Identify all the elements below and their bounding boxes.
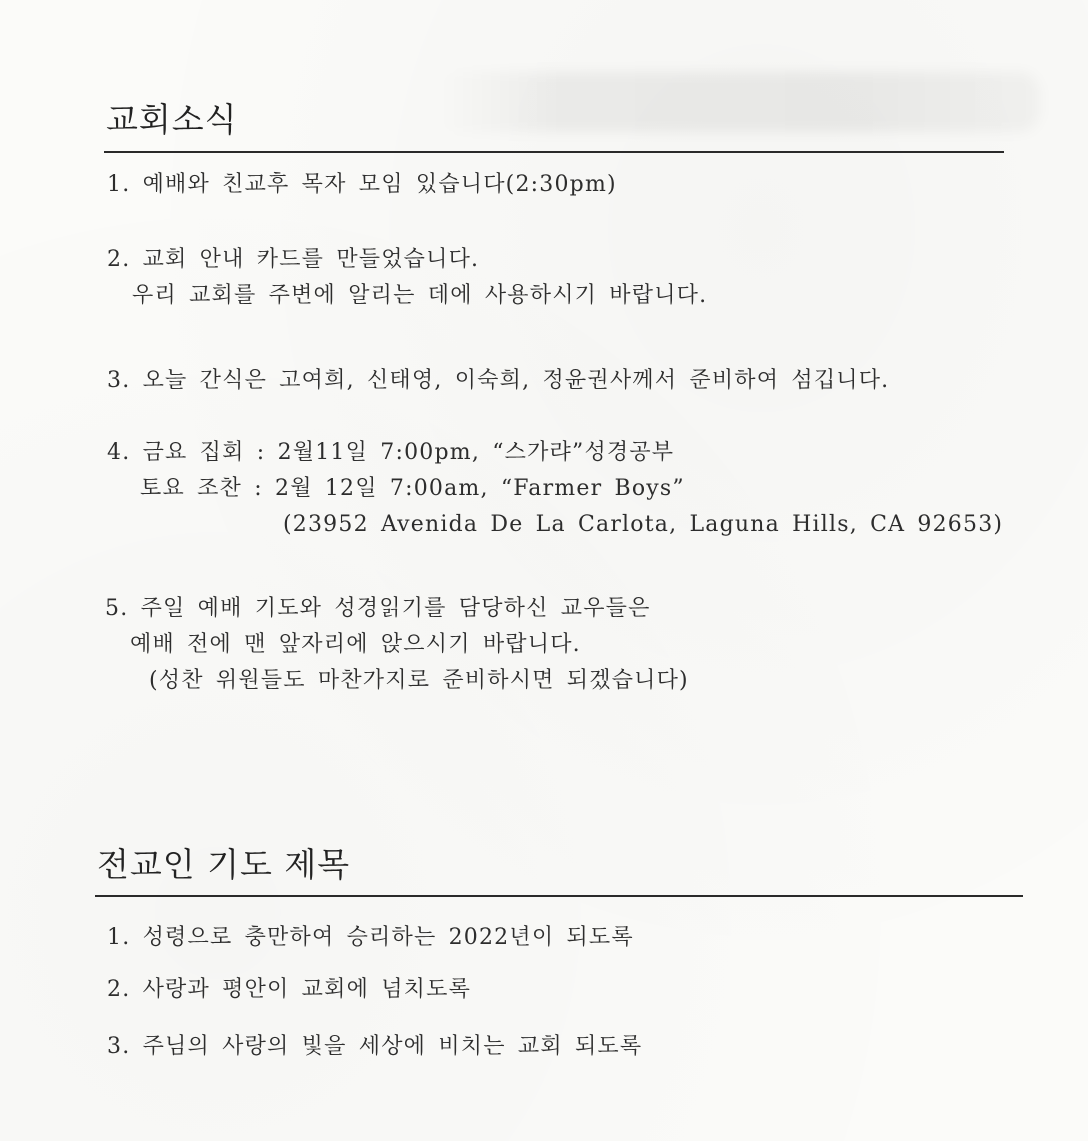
news-item-5-line-2: 예배 전에 맨 앞자리에 앉으시기 바랍니다.: [130, 632, 581, 657]
news-item-3: [107, 367, 889, 394]
prayer-item-2: [107, 976, 471, 1003]
news-item-2: [107, 246, 707, 309]
news-item-2-line-2: 우리 교회를 주변에 알리는 데에 사용하시기 바랍니다.: [132, 283, 708, 308]
news-item-5-line-1: 5. 주일 예배 기도와 성경읽기를 담당하신 교우들은: [105, 596, 651, 621]
news-section-title: 교회소식: [106, 100, 238, 139]
prayer-item-2-text: 2. 사랑과 평안이 교회에 넘치도록: [107, 977, 472, 1002]
news-item-4-line-2: 토요 조찬 : 2월 12일 7:00am, “Farmer Boys”: [140, 476, 685, 501]
news-item-4-line-1: 4. 금요 집회 : 2월11일 7:00pm, “스가랴”성경공부: [107, 440, 675, 465]
news-item-5: [105, 595, 689, 694]
news-item-2-line-1: 2. 교회 안내 카드를 만들었습니다.: [107, 247, 480, 272]
news-item-4: [107, 439, 1003, 538]
news-item-3-line-1: 3. 오늘 간식은 고여희, 신태영, 이숙희, 정윤권사께서 준비하여 섬깁니다.: [107, 368, 890, 393]
prayer-item-1: [107, 924, 634, 951]
prayer-title-rule: [95, 895, 1023, 897]
prayer-section-title: 전교인 기도 제목: [97, 845, 351, 884]
prayer-item-3-text: 3. 주님의 사랑의 빛을 세상에 비치는 교회 되도록: [107, 1034, 643, 1059]
news-item-4-line-3: (23952 Avenida De La Carlota, Laguna Hills, CA 92653): [283, 512, 1004, 537]
news-item-5-line-3: (성찬 위원들도 마찬가지로 준비하시면 되겠습니다): [149, 668, 689, 693]
bleed-through-shadow: [440, 72, 1040, 132]
prayer-item-1-text: 1. 성령으로 충만하여 승리하는 2022년이 되도록: [107, 925, 634, 950]
news-item-1-line-1: 1. 예배와 친교후 목자 모임 있습니다(2:30pm): [107, 172, 617, 197]
news-item-1: [107, 171, 617, 198]
news-title-rule: [104, 151, 1004, 153]
prayer-item-3: [107, 1033, 642, 1060]
